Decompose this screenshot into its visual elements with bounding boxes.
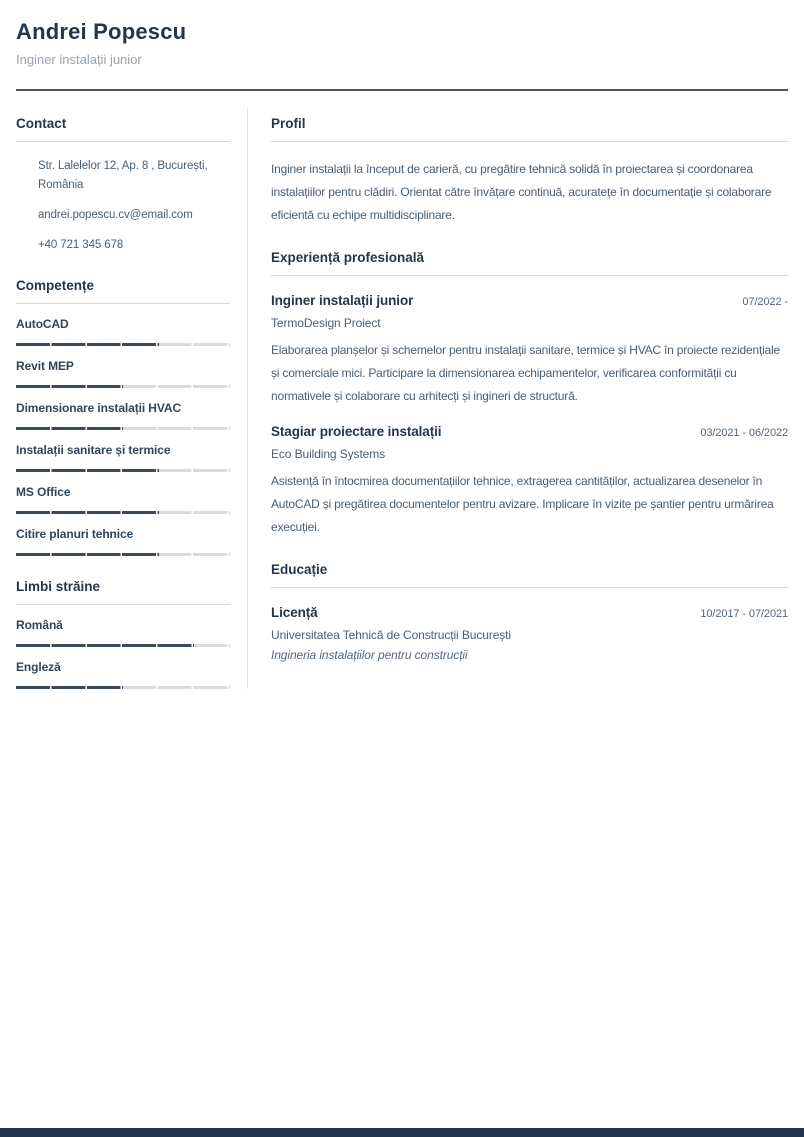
profile-heading: Profil xyxy=(271,116,306,131)
skill-bar xyxy=(16,343,230,346)
entry-header xyxy=(271,293,788,308)
header-divider xyxy=(16,89,788,91)
skill-bar-ticks xyxy=(16,385,230,388)
skills-section xyxy=(16,269,230,556)
skill-bar xyxy=(16,553,230,556)
section-underline xyxy=(271,275,788,276)
section-underline xyxy=(16,141,230,142)
job-description: Asistență în întocmirea documentațiilor tehnice, extragerea cantităților, actualizarea desenelor în AutoCAD și pregătirea documentelor pentru avizare. Implicare în vizite pe șantier pentru urmărirea execuției. xyxy=(271,474,774,534)
skill-item xyxy=(16,485,230,514)
skill-bar xyxy=(16,427,230,430)
skill-bar xyxy=(16,511,230,514)
person-name: Andrei Popescu xyxy=(16,19,187,44)
footer-accent-bar xyxy=(0,1128,804,1137)
cv-header xyxy=(0,0,804,67)
skill-item xyxy=(16,443,230,472)
field-of-study: Ingineria instalațiilor pentru construcții xyxy=(271,648,468,662)
skill-bar-ticks xyxy=(16,553,230,556)
language-label: Română xyxy=(16,617,63,632)
contact-section xyxy=(16,107,230,255)
contact-phone: +40 721 345 678 xyxy=(38,238,124,251)
degree-title: Licență xyxy=(271,605,318,620)
experience-section xyxy=(271,241,788,539)
languages-heading: Limbi străine xyxy=(16,578,101,594)
skills-heading: Competențe xyxy=(16,277,95,293)
contact-heading: Contact xyxy=(16,116,67,131)
skill-item xyxy=(16,359,230,388)
skill-item xyxy=(16,317,230,346)
experience-heading: Experiență profesională xyxy=(271,250,425,265)
job-company: Eco Building Systems xyxy=(271,447,386,461)
section-underline xyxy=(271,587,788,588)
job-title: Stagiar proiectare instalații xyxy=(271,424,442,439)
main-content xyxy=(271,107,788,689)
sidebar xyxy=(16,107,230,689)
job-dates: 03/2021 - 06/2022 xyxy=(700,427,788,439)
job-title: Inginer instalații junior xyxy=(271,293,414,308)
skill-label: AutoCAD xyxy=(16,316,69,331)
skill-bar xyxy=(16,385,230,388)
school-name: Universitatea Tehnică de Construcții București xyxy=(271,628,511,642)
entry-header xyxy=(271,424,788,439)
language-bar-ticks xyxy=(16,644,230,647)
job-description: Elaborarea planșelor și schemelor pentru instalații sanitare, termice și HVAC în proiecte rezidențiale și comerciale mici. Participare la dimensionarea echipamentelor, verificarea conformității cu normativele și colaborare cu arhitecți și ingineri de structură. xyxy=(271,343,780,403)
experience-entry xyxy=(271,424,788,539)
languages-section xyxy=(16,570,230,689)
skill-bar-ticks xyxy=(16,511,230,514)
section-underline xyxy=(271,141,788,142)
language-item xyxy=(16,660,230,689)
skill-item xyxy=(16,401,230,430)
education-entry xyxy=(271,605,788,662)
skill-bar-ticks xyxy=(16,469,230,472)
contact-address: Str. Lalelelor 12, Ap. 8 , București, România xyxy=(38,160,208,191)
education-heading: Educație xyxy=(271,562,328,577)
column-divider xyxy=(247,107,248,689)
job-dates: 07/2022 - xyxy=(742,296,788,308)
experience-entry xyxy=(271,293,788,408)
skill-label: Instalații sanitare și termice xyxy=(16,442,171,457)
language-bar xyxy=(16,644,230,647)
education-dates: 10/2017 - 07/2021 xyxy=(700,608,788,620)
language-item xyxy=(16,618,230,647)
education-section xyxy=(271,553,788,662)
contact-list xyxy=(16,157,230,255)
language-label: Engleză xyxy=(16,659,61,674)
person-title: Inginer instalații junior xyxy=(16,52,142,67)
section-underline xyxy=(16,604,230,605)
skill-bar xyxy=(16,469,230,472)
language-bar-ticks xyxy=(16,686,230,689)
skill-bar-ticks xyxy=(16,427,230,430)
profile-text: Inginer instalații la început de carieră, cu pregătire tehnică solidă în proiectarea și coordonarea instalațiilor pentru clădiri. Orientat către învățare continuă, acuratețe în documentație și colaborare eficientă cu echipe multidisciplinare. xyxy=(271,162,772,222)
skill-label: Dimensionare instalații HVAC xyxy=(16,400,182,415)
skill-label: Revit MEP xyxy=(16,358,74,373)
profile-section xyxy=(271,107,788,227)
skill-item xyxy=(16,527,230,556)
entry-header xyxy=(271,605,788,620)
section-underline xyxy=(16,303,230,304)
language-bar xyxy=(16,686,230,689)
contact-email: andrei.popescu.cv@email.com xyxy=(38,208,193,221)
content-columns xyxy=(0,107,804,689)
job-company: TermoDesign Proiect xyxy=(271,316,381,330)
skill-label: Citire planuri tehnice xyxy=(16,526,134,541)
skill-label: MS Office xyxy=(16,484,71,499)
skill-bar-ticks xyxy=(16,343,230,346)
